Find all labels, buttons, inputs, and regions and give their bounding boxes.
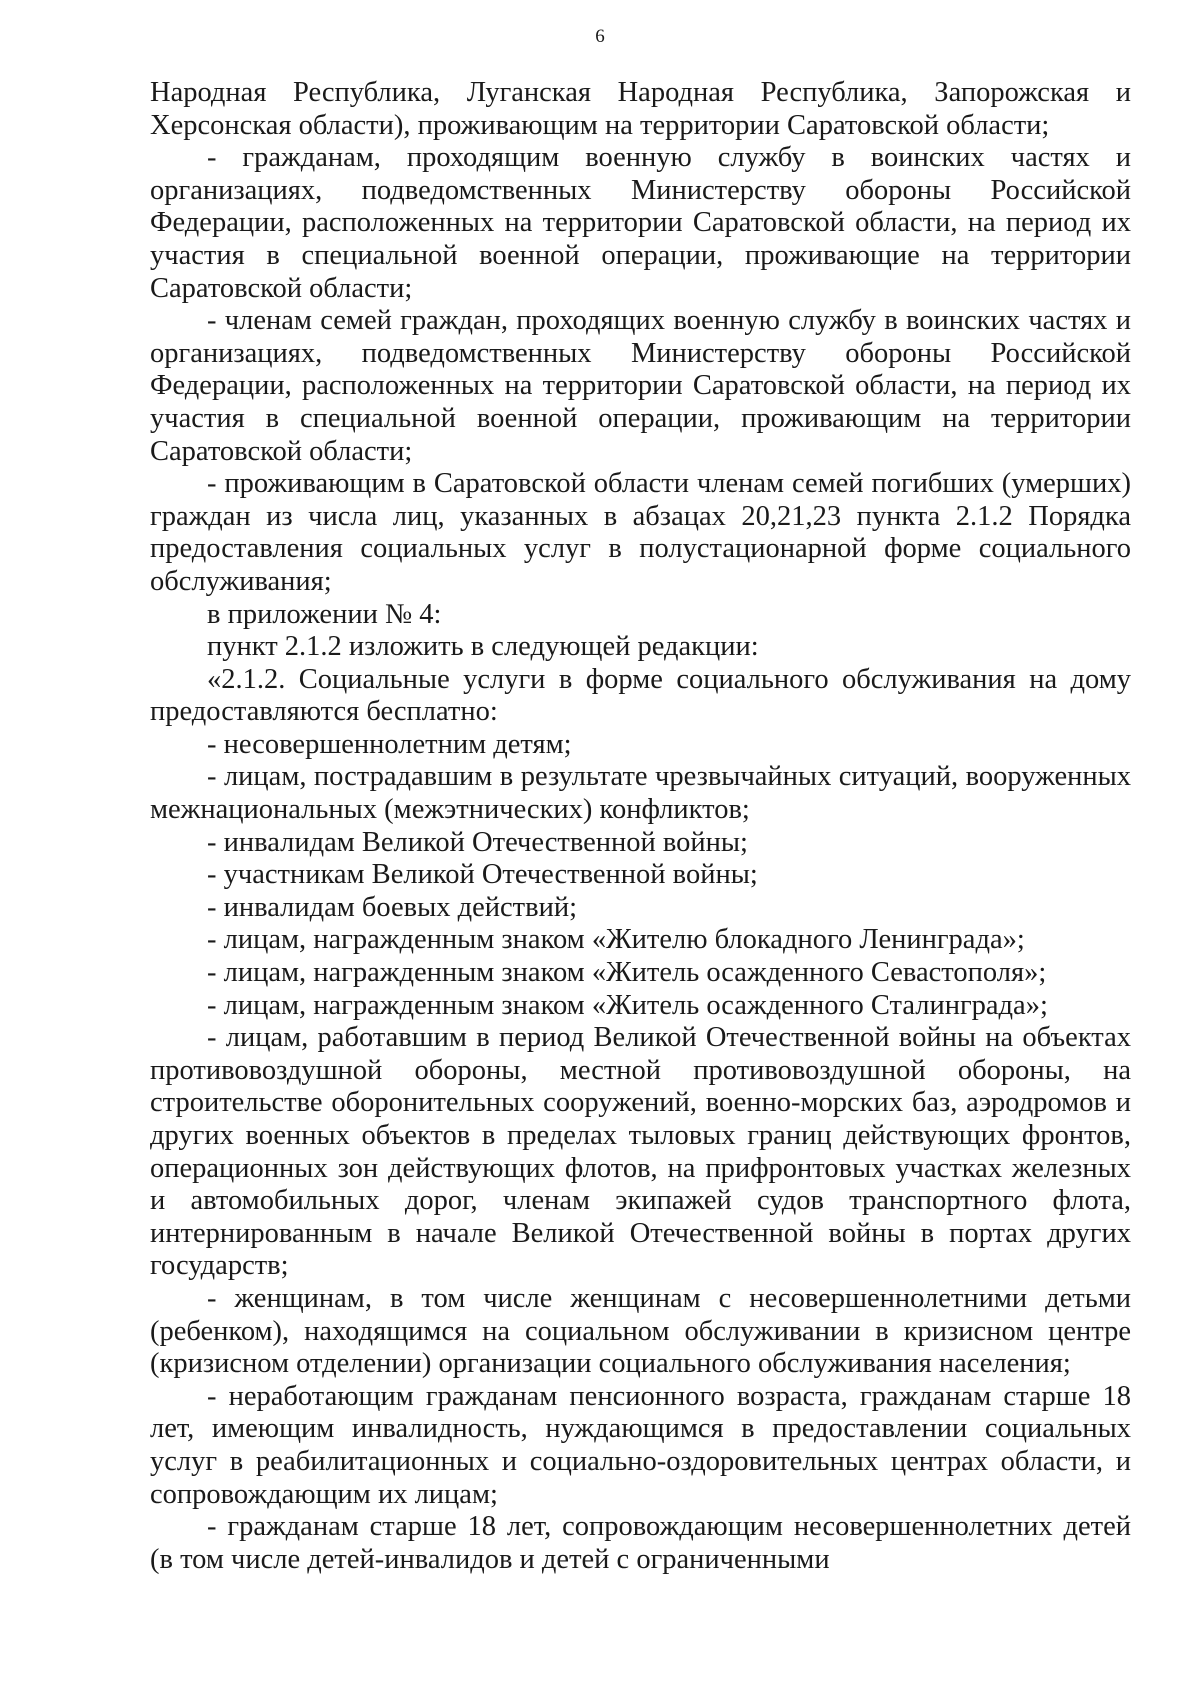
paragraph: - инвалидам Великой Отечественной войны;: [207, 826, 748, 858]
paragraph: - гражданам, проходящим военную службу в воинских частях и организациях, подведомственных Министерству обороны Российской Федерации, расположенных на территории Саратовской области, на период их участия в специальной военной операции, проживающие на территории Саратовской области;: [150, 142, 1131, 304]
paragraph: - неработающим гражданам пенсионного возраста, гражданам старше 18 лет, имеющим инвалидность, нуждающимся в предоставлении социальных услуг в реабилитационных и социально-оздоровительных центрах области, и сопровождающим их лицам;: [150, 1380, 1131, 1510]
paragraph: - инвалидам боевых действий;: [207, 891, 577, 923]
paragraph: - женщинам, в том числе женщинам с несовершеннолетними детьми (ребенком), находящимся на социальном обслуживании в кризисном центре (кризисном отделении) организации социального обслуживания населения;: [150, 1282, 1131, 1380]
paragraph: - лицам, награжденным знаком «Житель осажденного Севастополя»;: [207, 957, 1047, 989]
paragraph: пункт 2.1.2 изложить в следующей редакции:: [207, 631, 759, 663]
paragraph: - лицам, награжденным знаком «Житель осажденного Сталинграда»;: [207, 989, 1048, 1021]
page-number: 6: [595, 26, 605, 47]
paragraph: - членам семей граждан, проходящих военную службу в воинских частях и организациях, подведомственных Министерству обороны Российской Федерации, расположенных на территории Саратовской области, на период их участия в специальной военной операции, проживающим на территории Саратовской области;: [150, 305, 1131, 467]
paragraph: - несовершеннолетним детям;: [207, 728, 572, 760]
paragraph: - участникам Великой Отечественной войны;: [207, 859, 758, 891]
paragraph: - лицам, пострадавшим в результате чрезвычайных ситуаций, вооруженных межнациональных (межэтнических) конфликтов;: [150, 761, 1131, 826]
paragraph: - гражданам старше 18 лет, сопровождающим несовершеннолетних детей (в том числе детей-инвалидов и детей с ограниченными: [150, 1511, 1131, 1575]
paragraph: - проживающим в Саратовской области членам семей погибших (умерших) граждан из числа лиц, указанных в абзацах 20,21,23 пункта 2.1.2 Порядка предоставления социальных услуг в полустационарной форме социального обслуживания;: [150, 468, 1131, 597]
paragraph: - лицам, работавшим в период Великой Отечественной войны на объектах противовоздушной обороны, местной противовоздушной обороны, на строительстве оборонительных сооружений, военно-морских баз, аэродромов и других военных объектов в пределах тыловых границ действующих фронтов, операционных зон действующих флотов, на прифронтовых участках железных и автомобильных дорог, членам экипажей судов транспортного флота, интернированным в начале Великой Отечественной войны в портах других государств;: [150, 1022, 1131, 1282]
paragraph: - лицам, награжденным знаком «Жителю блокадного Ленинграда»;: [207, 924, 1025, 956]
paragraph: «2.1.2. Социальные услуги в форме социального обслуживания на дому предоставляются бесплатно:: [150, 663, 1131, 728]
paragraph: Народная Республика, Луганская Народная Республика, Запорожская и Херсонская области), проживающим на территории Саратовской области;: [150, 77, 1131, 141]
document-body: [150, 77, 1131, 1576]
paragraph: в приложении № 4:: [207, 598, 442, 630]
